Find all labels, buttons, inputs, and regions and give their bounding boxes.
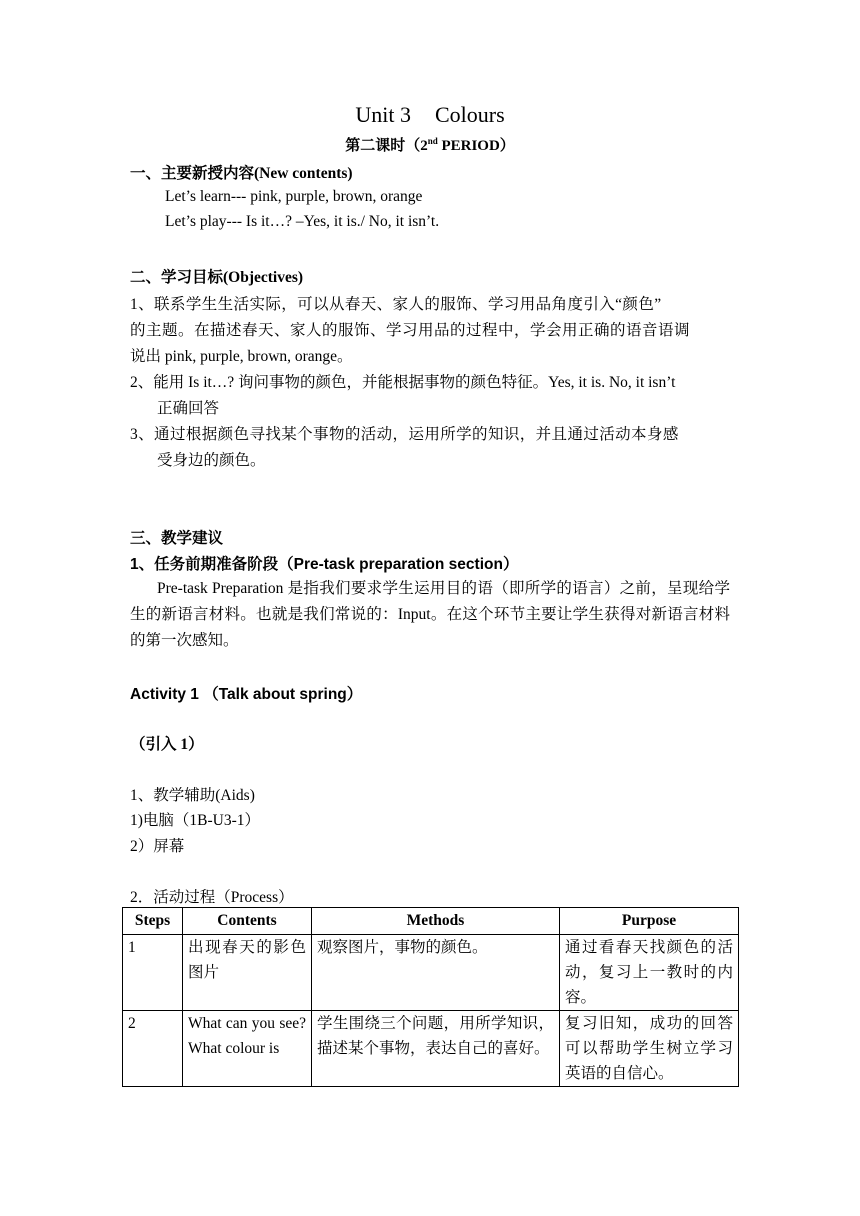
table-row [123, 935, 739, 1011]
objective-2-line-1: 2、能用 Is it…? 询问事物的颜色，并能根据事物的颜色特征。Yes, it is. No, it isn’t [130, 374, 676, 391]
cell-step: 2 [123, 1011, 183, 1087]
objective-1-line-3: 说出 pink, purple, brown, orange。 [130, 348, 353, 365]
cell-purpose: 复习旧知，成功的回答可以帮助学生树立学习英语的自信心。 [560, 1011, 739, 1087]
section1-play: Let’s play--- Is it…? –Yes, it is./ No, it isn’t. [165, 213, 440, 230]
header-methods: Methods [312, 908, 560, 935]
aid-item-1: 1)电脑（1B-U3-1） [130, 812, 261, 829]
header-steps: Steps [123, 908, 183, 935]
cell-methods: 学生围绕三个问题，用所学知识，描述某个事物，表达自己的喜好。 [312, 1011, 560, 1087]
section3-heading: 三、教学建议 [130, 530, 224, 547]
activity-heading: Activity 1 （Talk about spring） [130, 686, 363, 703]
cell-contents: 出现春天的影色图片 [183, 935, 312, 1011]
header-purpose: Purpose [560, 908, 739, 935]
cell-methods: 观察图片，事物的颜色。 [312, 935, 560, 1011]
section3-subheading: 1、任务前期准备阶段（Pre-task preparation section） [130, 556, 519, 573]
cell-contents: What can you see? What colour is [183, 1011, 312, 1087]
section1-learn: Let’s learn--- pink, purple, brown, orange [165, 188, 423, 205]
process-table [122, 907, 739, 1087]
title-topic: Colours [434, 102, 505, 127]
cell-step: 1 [123, 935, 183, 1011]
objective-1-line-2: 的主题。在描述春天、家人的服饰、学习用品的过程中，学会用正确的语音语调 [130, 322, 691, 339]
section3-paragraph: Pre-task Preparation 是指我们要求学生运用目的语（即所学的语言）之前，呈现给学生的新语言材料。也就是我们常说的：Input。在这个环节主要让学生获得对新语言材料的第一次感知。 [130, 580, 730, 649]
objective-3-line-2: 受身边的颜色。 [157, 452, 266, 469]
objective-2-line-2: 正确回答 [157, 400, 220, 417]
aids-heading: 1、教学辅助(Aids) [130, 787, 255, 804]
subtitle-suffix: PERIOD） [437, 138, 515, 154]
objective-1-line-1: 1、联系学生生活实际，可以从春天、家人的服饰、学习用品角度引入“颜色” [130, 296, 662, 313]
cell-purpose: 通过看春天找颜色的活动，复习上一教时的内容。 [560, 935, 739, 1011]
table-row [123, 1011, 739, 1087]
table-header-row [123, 908, 739, 935]
header-contents: Contents [183, 908, 312, 935]
aid-item-2: 2）屏幕 [130, 838, 185, 855]
section1-heading: 一、主要新授内容(New contents) [130, 165, 353, 182]
title-unit: Unit 3 [355, 102, 411, 127]
activity-intro: （引入 1） [130, 736, 204, 753]
subtitle-prefix: 第二课时（2 [345, 138, 428, 154]
document-title [0, 102, 860, 128]
document-subtitle [0, 134, 860, 155]
subtitle-sup: nd [427, 136, 438, 146]
objective-3-line-1: 3、通过根据颜色寻找某个事物的活动，运用所学的知识，并且通过活动本身感 [130, 426, 679, 443]
process-heading: 2．活动过程（Process） [130, 889, 294, 906]
section2-heading: 二、学习目标(Objectives) [130, 269, 304, 286]
